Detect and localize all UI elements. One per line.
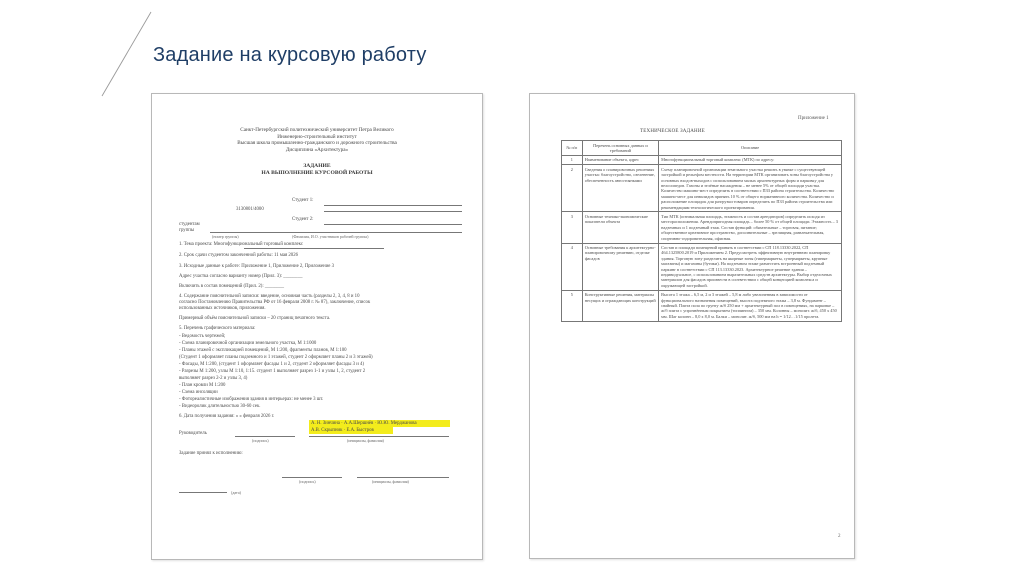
supervisors-line-1: А. Н. Зинчина · А.А.Шершнёв · Ю.Ю. Мерджанова xyxy=(311,421,417,426)
col-header-num: № п/п xyxy=(562,141,583,156)
graphics-item: - Разрезы М 1:200, узлы М 1:10, 1:15. студент 1 выполняет разрез 1-1 и узлы 1, 2, студент 2 xyxy=(179,369,366,374)
student-name-line xyxy=(357,477,449,478)
graphics-item: выполняет разрез 2-2 и узлы 3, 4) xyxy=(179,376,248,381)
row-num: 5 xyxy=(562,290,583,321)
item-topic: 1. Тема проекта: Многофункциональный торговый комплекс xyxy=(179,242,303,247)
spec-title: ТЕХНИЧЕСКОЕ ЗАДАНИЕ xyxy=(640,129,705,134)
table-row xyxy=(562,290,842,321)
item-note-content: использованных источников, приложения. xyxy=(179,306,266,311)
row-name: Основные требования к архитектурно-планировочному решению, отделке фасадов xyxy=(582,243,658,290)
volume-line: Примерный объём пояснительной записки – 20 страниц печатного текста. xyxy=(179,316,331,321)
row-name: Сведения о планировочных решениях участка: благоустройство, озеленение, обеспеченность автостоянками xyxy=(582,165,658,212)
graphics-item: - Фасады, М 1:200, (студент 1 оформляет фасады 1 и 2, студент 2 оформляет фасады 3 и 4) xyxy=(179,362,364,367)
header-line: Дисциплина «Архитектура» xyxy=(285,146,349,153)
row-num: 4 xyxy=(562,243,583,290)
technical-spec-page xyxy=(529,93,855,559)
slide-title: Задание на курсовую работу xyxy=(153,44,427,66)
graphics-item: - Схема инсоляции xyxy=(179,390,218,395)
accepted-label: Задание принял к исполнению: xyxy=(179,451,243,456)
assignment-title xyxy=(172,163,462,177)
assignment-document-page xyxy=(151,93,483,560)
graphics-item: - Схема планировочной организации земельного участка, М 1:1000 xyxy=(179,341,317,346)
row-desc: Высота 1 этажа – 6,5 м, 2 и 3 этажей – 5,8 м либо увеличенная в зависимости от функционального назначения помещений, высота подземного этажа – 3,8 м. Фундамент – свайный. Плита пола по грунту ж/б 250 мм + архитектурный пол в помещениях, на парковке – ж/б плита с упрочнённым покрытием (топпингом) – 350 мм. Колонны – монолит. ж/б, 450 х 450 мм. Шаг колонн – 8,0 х 8,0 м. Балки – монолит. ж/б, 500 мм на h = 1/12…1/15 пролета. xyxy=(659,290,842,321)
group-code: 3130801/4000 xyxy=(236,207,264,212)
group-line xyxy=(210,232,462,233)
caption-initials: (инициалы, фамилия) xyxy=(372,479,409,484)
row-desc: Схему планировочной организации земельного участка решить в увязке с существующей застройкой и рельефом местности. На территории МТК организовать зоны благоустройства у основных входов-выходов с использованием малых архитектурных форм и парковку для велосипедов. Газоны и зелёные насаждения – не менее 5% от общей площади участка. Количество машино-мест определить в соответствии с ПЗЗ района строительства. Количество машино-мест для инвалидов принять 10 % от общего нормативного количества. Количество и расположение площадок для разгрузки товаров определить по ПЗЗ района строительства или рекомендациям технологического проектирования. xyxy=(659,165,842,212)
supervisors-line-2: А.В. Скрыпник · Е.А. Быстров xyxy=(311,428,374,433)
row-desc: Многофункциональный торговый комплекс (МТК) по адресу: xyxy=(659,155,842,164)
table-row xyxy=(562,155,842,164)
student-sign-line xyxy=(282,477,342,478)
caption-sign: (подпись) xyxy=(299,479,316,484)
student1-line-2 xyxy=(324,211,462,212)
row-num: 1 xyxy=(562,155,583,164)
graphics-item: - Ведомость чертежей; xyxy=(179,334,226,339)
graphics-item: - Видеоролик длительностью 30-60 сек. xyxy=(179,404,261,409)
item-note-content: 4. Содержание пояснительной записки: введение, основная часть (разделы 2, 3, 4, 8 и 10 xyxy=(179,294,360,299)
row-name: Основные технико-экономические показатели объекта xyxy=(582,212,658,243)
university-header xyxy=(172,127,462,153)
header-line: Санкт-Петербургский политехнический университет Петра Великого xyxy=(240,127,394,133)
row-name: Наименование объекта, адрес xyxy=(582,155,658,164)
title-line: НА ВЫПОЛНЕНИЕ КУРСОВОЙ РАБОТЫ xyxy=(261,170,373,176)
student2-label: Студент 2: xyxy=(292,217,314,222)
student2-line xyxy=(324,224,462,225)
address-line: Адрес участка согласно варианту номер (Прил. 3): ________ xyxy=(179,274,303,279)
row-num: 3 xyxy=(562,212,583,243)
row-desc: Состав и площади помещений принять в соответствии с СП 118.13330.2022, СП 464.1325800.2019 и Приложением 2. Предусмотреть эффективную внутреннюю планировку здания. Торговую зону разделить на якорные зоны (гипермаркеты, супермаркеты, крупные магазины) и магазины (бутики). На подземном этаже разместить встроенный подземный паркинг в соответствии с СП 113.13330.2023. Архитектурное решение здания – индивидуальное, с использованием выразительных средств архитектуры. Выбор отделочных материалов для фасадов произвести в соответствии с общей концепцией комплекса и окружающей застройкой. xyxy=(659,243,842,290)
page-number: 2 xyxy=(838,534,841,539)
caption-fio: (Фамилия, И.О. участников рабочей группы) xyxy=(292,234,369,239)
student1-line xyxy=(324,205,462,206)
spec-table xyxy=(561,140,842,322)
col-header-desc: Описание xyxy=(659,141,842,156)
item-initial-data: 3. Исходные данные к работе: Приложение 1, Приложение 2, Приложение 3 xyxy=(179,264,335,269)
header-line: Высшая школа промышленно-гражданского и дорожного строительства xyxy=(237,140,397,147)
table-row xyxy=(562,212,842,243)
supervisor-name-line xyxy=(309,436,449,437)
item-graphics: 5. Перечень графического материала: xyxy=(179,326,256,331)
students-label: студентам xyxy=(179,222,200,227)
table-row xyxy=(562,243,842,290)
graphics-item: (Студент 1 оформляет планы подземного и 1 этажей, студент 2 оформляет планы 2 и 3 этажей) xyxy=(179,355,373,360)
date-line xyxy=(179,492,227,493)
student1-label: Студент 1: xyxy=(292,198,314,203)
caption-group: (номер группы) xyxy=(212,234,239,239)
decorative-diagonal-line xyxy=(100,10,160,98)
row-desc: Тип МТК (оптимальная площадь, этажность и состав арендаторов) определить исходя из месторасположения. Арендопригодная площадь – более 50 % от общей площади. Этажность – 3 надземных и 1 подземный этаж. Состав функций: обязательные – торговля, питание; общественное креативное пространство, дополнительные – зрелищная, развлекательная, спортивно-оздоровительная, офисная. xyxy=(659,212,842,243)
caption-date: (дата) xyxy=(231,490,241,495)
caption-sign: (подпись) xyxy=(252,438,269,443)
supervisor-sign-line xyxy=(235,436,295,437)
item-deadline: 2. Срок сдачи студентом законченной работы: 11 мая 2026 xyxy=(179,253,298,258)
header-line: Инженерно-строительный институт xyxy=(277,133,357,140)
col-header-list: Перечень основных данных и требований xyxy=(582,141,658,156)
graphics-item: - Планы этажей с экспликацией помещений, М 1:200, фрагменты планов, М 1:100 xyxy=(179,348,347,353)
graphics-item: - План кровли М 1:200 xyxy=(179,383,226,388)
item-receive-date: 6. Дата получения задания: « » февраля 2026 г. xyxy=(179,414,275,419)
caption-initials: (инициалы, фамилия) xyxy=(347,438,384,443)
title-line: ЗАДАНИЕ xyxy=(303,163,331,169)
group-label: группы xyxy=(179,228,195,233)
topic-line xyxy=(244,248,384,249)
supervisor-label: Руководитель xyxy=(179,431,207,436)
row-num: 2 xyxy=(562,165,583,212)
appendix-label: Приложение 1 xyxy=(798,116,829,121)
table-header-row xyxy=(562,141,842,156)
item-note-content: согласно Постановлению Правительства РФ от 16 февраля 2008 г. № 87), заключение, список xyxy=(179,300,371,305)
row-name: Конструктивные решения, материалы несущих и ограждающих конструкций xyxy=(582,290,658,321)
include-line: Включить в состав помещений (Прил. 2): ________ xyxy=(179,284,285,289)
graphics-item: - Фотореалистичные изображения здания в интерьерах: не менее 3 шт. xyxy=(179,397,324,402)
table-row xyxy=(562,165,842,212)
